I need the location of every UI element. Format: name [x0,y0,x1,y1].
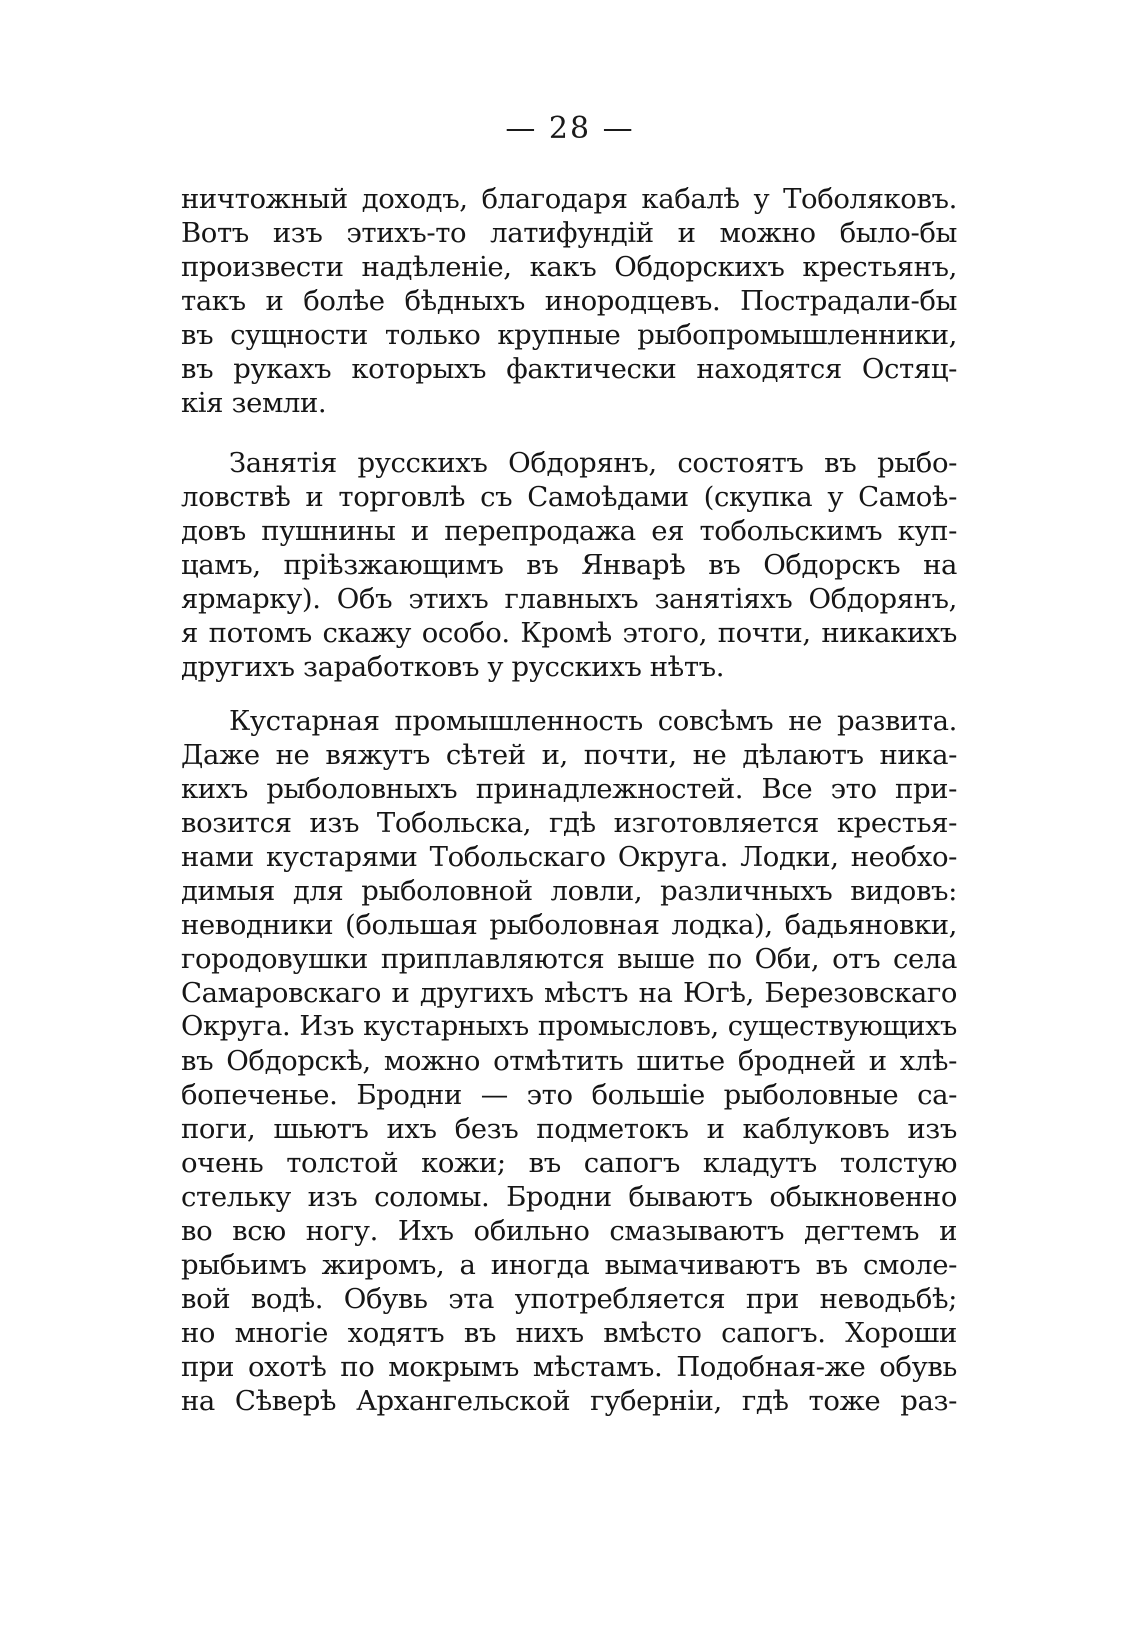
text-line: Самаровскаго и другихъ мѣстъ на Югѣ, Березовскаго [181,977,957,1009]
text-line: стельку изъ соломы. Бродни бываютъ обыкновенно [181,1181,957,1213]
text-line: кихъ рыболовныхъ принадлежностей. Все это при- [181,773,957,805]
text-line: во всю ногу. Ихъ обильно смазываютъ дегтемъ и [181,1215,957,1247]
text-line: возится изъ Тобольска, гдѣ изготовляется крестья- [181,807,957,839]
text-line: въ рукахъ которыхъ фактически находятся Остяц- [181,353,957,385]
paragraph-2 [181,446,957,684]
text-line: очень толстой кожи; въ сапогъ кладутъ толстую [181,1147,957,1179]
text-line: городовушки приплавляются выше по Оби, отъ села [181,943,957,975]
paragraph-1 [181,182,957,420]
paragraph-3 [181,704,957,1418]
text-line: вой водѣ. Обувь эта употребляется при неводьбѣ; [181,1283,957,1315]
text-line: на Сѣверѣ Архангельской губерніи, гдѣ тоже раз- [181,1385,957,1417]
text-line: рыбьимъ жиромъ, а иногда вымачиваютъ въ смоле- [181,1249,957,1281]
text-line: Вотъ изъ этихъ-то латифундій и можно было-бы [181,217,957,249]
text-line: Округа. Изъ кустарныхъ промысловъ, существующихъ [181,1011,957,1042]
page-number: — 28 — [505,111,635,146]
text-line: Даже не вяжутъ сѣтей и, почти, не дѣлаютъ ника- [181,739,957,771]
text-line: поги, шьютъ ихъ безъ подметокъ и каблуковъ изъ [181,1113,957,1145]
text-line: неводники (большая рыболовная лодка), бадьяновки, [181,909,957,941]
text-line: кія земли. [181,387,327,419]
text-line: димыя для рыболовной ловли, различныхъ видовъ: [181,875,957,907]
text-line: другихъ заработковъ у русскихъ нѣтъ. [181,651,725,683]
text-line: при охотѣ по мокрымъ мѣстамъ. Подобная-же обувь [181,1351,957,1383]
text-line: нами кустарями Тобольскаго Округа. Лодки, необхо- [181,841,957,873]
text-line: но многіе ходятъ въ нихъ вмѣсто сапогъ. Хороши [181,1317,957,1349]
text-line: въ Обдорскѣ, можно отмѣтить шитье бродней и хлѣ- [181,1045,957,1077]
text-line: бопеченье. Бродни — это большіе рыболовные са- [181,1079,957,1111]
text-line: цамъ, пріѣзжающимъ въ Январѣ въ Обдорскъ на [181,549,957,581]
text-line: ловствѣ и торговлѣ съ Самоѣдами (скупка у Самоѣ- [181,481,957,513]
text-line: въ сущности только крупные рыбопромышленники, [181,319,957,351]
text-line: ничтожный доходъ, благодаря кабалѣ у Тоболяковъ. [181,183,957,215]
text-line: Занятія русскихъ Обдорянъ, состоятъ въ рыбо- [229,447,957,479]
text-line: довъ пушнины и перепродажа ея тобольскимъ куп- [181,515,957,547]
text-line: я потомъ скажу особо. Кромѣ этого, почти, никакихъ [181,617,957,649]
text-line: Кустарная промышленность совсѣмъ не развита. [229,705,957,737]
text-line: такъ и болѣе бѣдныхъ инородцевъ. Пострадали-бы [181,285,957,317]
text-line: произвести надѣленіе, какъ Обдорскихъ крестьянъ, [181,251,957,283]
text-line: ярмарку). Объ этихъ главныхъ занятіяхъ Обдорянъ, [181,583,957,615]
